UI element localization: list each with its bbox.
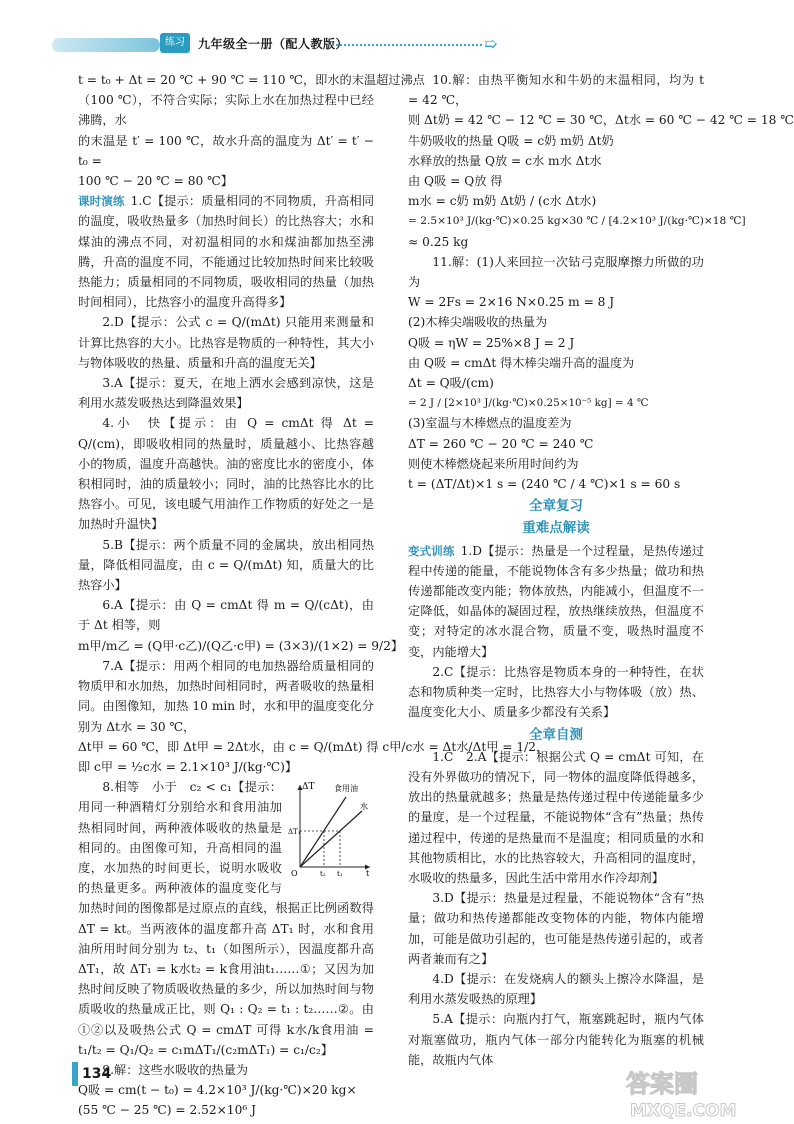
text-line: = 2 J / [2×10³ J/(kg·℃)×0.25×10⁻⁵ kg] = 4 ℃ bbox=[408, 397, 649, 410]
temperature-time-graph bbox=[288, 779, 374, 877]
text-line: (3)室温与木棒燃点的温度差为 bbox=[408, 416, 572, 431]
answer-v2: 2.C【提示：比热容是物质本身的一种特性，在状态和物质种类一定时，比热容大小与物体吸（放）热、温度变化大小、质量多少都没有关系】 bbox=[408, 664, 704, 720]
origin-label: O bbox=[291, 869, 298, 879]
answer-q5: 5.B【提示：两个质量不同的金属块，放出相同热量，降低相同温度，由 c = Q/(mΔt) 知，质量大的比热容小】 bbox=[78, 537, 374, 593]
section-tag-variant: 变式训练 bbox=[408, 543, 455, 558]
section-tag-practice: 课时演练 bbox=[78, 194, 125, 209]
answer-q6: 6.A【提示：由 Q = cmΔt 得 m = Q/(cΔt)，由于 Δt 相等，则 bbox=[78, 598, 374, 633]
text-line: 的末温是 t′ = 100 ℃，故水升高的温度为 Δt′ = t′ − t₀ = bbox=[78, 133, 374, 168]
answer-q8: 8.相等 小于 c₂ < c₁【提示：用同一种酒精灯分别给水和食用油加热相同时间，两种液体吸收的热量是相同的。由图像可知，升高相同的温度，水加热的时间更长，说明水吸收的热量更多。两种液体的温度变化与加热时间的图像都是过原点的直线，根据正比例函数得 ΔT = kt。当两液体的温度都升高 ΔT₁ 时，水和食用油所用时间分别为 t₂、t₁（如图所示），因温度都升高 ΔT₁，故 ΔT₁ = k水t₂ = k食用油t₁……①；又因为加热时间反映了物质吸收热量的多少，所以加热时间与物质吸收的热量成正比，则 Q₁ : Q₂ = t₁ : t₂……②。由①②以及吸热公式 Q = cmΔT 可得 k水/k食用油 = t₁/t₂ = Q₁/Q₂ = c₁mΔT₁/(c₂mΔT₁) = c₁/c₂】 bbox=[78, 780, 374, 1057]
series-logo: 练习 bbox=[160, 33, 190, 53]
watermark-logo bbox=[622, 1062, 744, 1120]
page-number: 134 bbox=[82, 1066, 112, 1082]
answer-q7-formula: Δt甲 = 60 ℃，即 Δt甲 = 2Δt水，由 c = Q/(mΔt) 得 c甲/c水 = Δt水/Δt甲 = 1/2， bbox=[78, 739, 549, 754]
header-band bbox=[52, 38, 160, 52]
page-header bbox=[0, 0, 750, 62]
answer-q3: 3.A【提示：夏天，在地上洒水会感到凉快，这是利用水蒸发吸热达到降温效果】 bbox=[78, 376, 374, 411]
text-line: Q吸 = ηW = 25%×8 J = 2 J bbox=[408, 335, 575, 350]
right-column bbox=[408, 70, 794, 1070]
arrow-right-icon: ➯ bbox=[484, 34, 498, 53]
text-line: 由 Q吸 = cmΔt 得木棒尖端升高的温度为 bbox=[408, 355, 635, 370]
axis-label-x: t bbox=[366, 869, 370, 879]
text-line: W = 2Fs = 2×16 N×0.25 m = 8 J bbox=[408, 295, 615, 310]
answer-q11: 11.解：(1)人来回拉一次钻弓克服摩擦力所做的功为 bbox=[408, 254, 704, 290]
answer-s3: 3.D【提示：热量是过程量，不能说物体“含有”热量；做功和热传递都能改变物体的内能，物体内能增加，可能是做功引起的，也可能是热传递引起的，或者两者兼而有之】 bbox=[408, 891, 704, 966]
text-line: ≈ 0.25 kg bbox=[408, 234, 469, 249]
series-label-water: 水 bbox=[360, 802, 368, 812]
answer-q4: 4.小 快【提示：由 Q = cmΔt 得 Δt = Q/(cm)，即吸收相同的热量时，质量越小、比热容越小的物质，温度升高越快。油的密度比水的密度小，体积相同时，油的质量较小；同时，油的比热容比水的比热容小。可见，该电暖气用油作工作物质的好处之一是加热时升温快】 bbox=[78, 416, 374, 532]
answer-v1: 变式训练 1.D【提示：热量是一个过程量，是热传递过程中传递的能量，不能说物体含有多少热量；做功和热传递都能改变内能；物体放热，内能减小，但温度不一定降低，如晶体的凝固过程，放热继续放热，但温度不变；对特定的冰水混合物，质量不变，吸热时温度不变，内能增大】 bbox=[408, 543, 705, 659]
text-line: = 2.5×10³ J/(kg·℃)×0.25 kg×30 ℃ / [4.2×10³ J/(kg·℃)×18 ℃] bbox=[408, 215, 746, 228]
text-line: 牛奶吸收的热量 Q吸 = c奶 m奶 Δt奶 bbox=[408, 133, 614, 148]
answer-q7-result: 即 c甲 = ½c水 = 2.1×10³ J/(kg·℃)】 bbox=[78, 759, 298, 774]
watermark-url: MXQE.COM bbox=[630, 1101, 737, 1121]
answer-q7: 7.A【提示：用两个相同的电加热器给质量相同的物质甲和水加热，加热时间相同时，两者吸收的热量相同。由图像知，加热 10 min 时，水和甲的温度变化分别为 Δt水 = 30 ℃， bbox=[78, 658, 374, 734]
answer-q6-formula: m甲/m乙 = (Q甲·c乙)/(Q乙·c甲) = (3×3)/(1×2) = 9/2】 bbox=[78, 638, 404, 653]
section-heading-self-test: 全章自测 bbox=[529, 726, 583, 743]
text-line: (2)木棒尖端吸收的热量为 bbox=[408, 315, 548, 330]
text-line: （100 ℃），不符合实际；实际上水在加热过程中已经沸腾，水 bbox=[78, 93, 374, 128]
axis-label-y: ΔT bbox=[302, 782, 315, 793]
section-heading-key-points: 重难点解读 bbox=[522, 520, 590, 537]
watermark-text: 答案圈 bbox=[626, 1070, 698, 1098]
level-label: ΔT₁ bbox=[288, 828, 301, 837]
answer-q9-result: (55 ℃ − 25 ℃) = 2.52×10⁶ J bbox=[78, 1103, 256, 1118]
text-line: t = t₀ + Δt = 20 ℃ + 90 ℃ = 110 ℃，即水的末温超过沸点 bbox=[78, 73, 425, 87]
text-line: 由 Q吸 = Q放 得 bbox=[408, 174, 503, 189]
text-line: 则使木棒燃烧起来所用时间约为 bbox=[408, 456, 579, 471]
answer-q2: 2.D【提示：公式 c = Q/(mΔt) 只能用来测量和计算比热容的大小。比热容是物质的一种特性，其大小与物体吸收的热量、质量和升高的温度无关】 bbox=[78, 315, 374, 370]
section-heading-chapter-review: 全章复习 bbox=[529, 498, 583, 515]
text-line: t = (ΔT/Δt)×1 s = (240 ℃ / 4 ℃)×1 s = 60 s bbox=[408, 477, 681, 492]
answer-s1-s2: 1.C 2.A【提示：根据公式 Q = cmΔt 可知，在没有外界做功的情况下，同一物体的温度降低得越多，放出的热量就越多；热量是热传递过程中传递能量多少的量度，是一个过程量，不能说物体“含有”热量；热传递过程中，传递的是热量而不是温度；相同质量的水和其他物质相比，水的比热容较大，升高相同的温度时，水吸收的热量多，因此生活中常用水作冷却剂】 bbox=[408, 749, 704, 885]
text-line: 则 Δt奶 = 42 ℃ − 12 ℃ = 30 ℃，Δt水 = 60 ℃ − 42 ℃ = 18 ℃ bbox=[408, 113, 794, 128]
text-line: m水 = c奶 m奶 Δt奶 / (c水 Δt水) bbox=[408, 194, 597, 209]
book-title: 九年级全一册（配人教版） bbox=[198, 37, 349, 51]
answer-q1: 课时演练 1.C【提示：质量相同的不同物质，升高相同的温度，吸收热量多（加热时间长）的比热容大；水和煤油的沸点不同，对初温相同的水和煤油都加热至沸腾，升高的温度不同，不能通过比较加热时间来比较吸热能力；质量相同的不同物质，吸收相同的热量（加热时间相同），比热容小的温度升高得多】 bbox=[78, 194, 375, 310]
text-line: ΔT = 260 ℃ − 20 ℃ = 240 ℃ bbox=[408, 436, 594, 451]
answer-q9-line: Q吸 = cm(t − t₀) = 4.2×10³ J/(kg·℃)×20 kg× bbox=[78, 1083, 357, 1098]
text-line: 100 ℃ − 20 ℃ = 80 ℃】 bbox=[78, 174, 233, 189]
header-dotted-rule bbox=[332, 44, 482, 46]
answer-s5: 5.A【提示：向瓶内打气，瓶塞跳起时，瓶内气体对瓶塞做功，瓶内气体一部分内能转化为瓶塞的机械能，故瓶内气体 bbox=[408, 1012, 704, 1067]
tick-label-t1: t₁ bbox=[337, 870, 343, 879]
tick-label-t2: t₂ bbox=[320, 870, 326, 879]
answer-s4: 4.D【提示：在发烧病人的额头上擦冷水降温，是利用水蒸发吸热的原理】 bbox=[408, 971, 704, 1007]
series-label-oil: 食用油 bbox=[334, 784, 358, 794]
text-line: Δt = Q吸/(cm) bbox=[408, 376, 494, 391]
text-line: 水释放的热量 Q放 = c水 m水 Δt水 bbox=[408, 153, 602, 168]
answer-q10: 10.解：由热平衡知水和牛奶的末温相同，均为 t = 42 ℃， bbox=[408, 73, 704, 108]
answer-q9: 9.解：这些水吸收的热量为 bbox=[102, 1062, 249, 1077]
page-number-bar bbox=[72, 1062, 78, 1086]
